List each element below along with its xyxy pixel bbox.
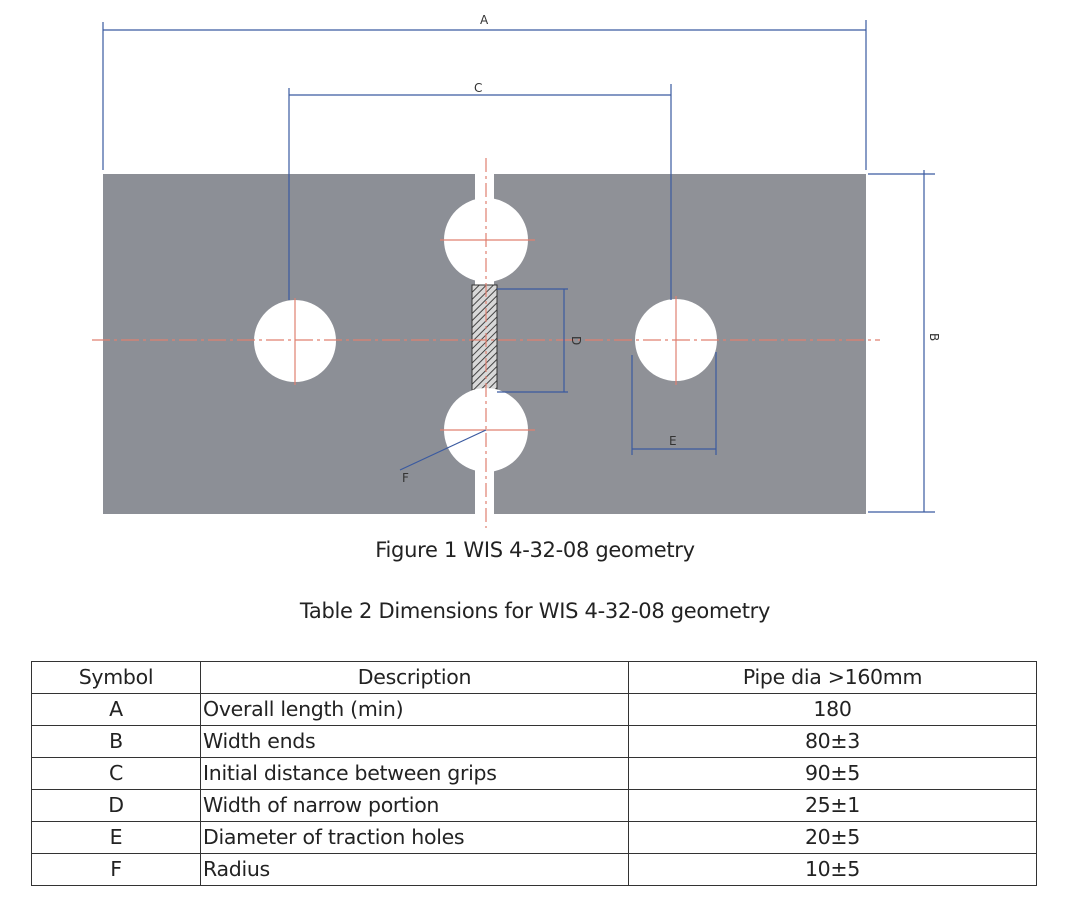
cell-value: 25±1	[629, 790, 1037, 822]
cell-symbol: D	[32, 790, 201, 822]
figure-caption: Figure 1 WIS 4-32-08 geometry	[375, 538, 695, 562]
dimension-label-d: D	[569, 336, 583, 346]
cell-value: 90±5	[629, 758, 1037, 790]
cell-symbol: E	[32, 822, 201, 854]
cell-value: 180	[629, 694, 1037, 726]
header-description: Description	[201, 662, 629, 694]
table-row	[32, 790, 1037, 822]
table-row	[32, 822, 1037, 854]
header-value: Pipe dia >160mm	[629, 662, 1037, 694]
table-caption: Table 2 Dimensions for WIS 4-32-08 geometry	[299, 599, 771, 623]
cell-symbol: A	[32, 694, 201, 726]
dimension-label-a: A	[480, 13, 489, 27]
table-header-row	[32, 662, 1037, 694]
table-row	[32, 726, 1037, 758]
dimension-label-c: C	[474, 81, 483, 95]
cell-value: 10±5	[629, 854, 1037, 886]
cell-value: 20±5	[629, 822, 1037, 854]
dimension-label-f: F	[402, 471, 409, 485]
cell-description: Width ends	[201, 726, 629, 758]
table-row	[32, 758, 1037, 790]
table-row	[32, 854, 1037, 886]
cell-description: Width of narrow portion	[201, 790, 629, 822]
cell-value: 80±3	[629, 726, 1037, 758]
cell-description: Radius	[201, 854, 629, 886]
dimensions-table	[31, 661, 1037, 886]
cell-description: Initial distance between grips	[201, 758, 629, 790]
header-symbol: Symbol	[32, 662, 201, 694]
cell-symbol: C	[32, 758, 201, 790]
cell-description: Diameter of traction holes	[201, 822, 629, 854]
cell-symbol: F	[32, 854, 201, 886]
table-row	[32, 694, 1037, 726]
cell-description: Overall length (min)	[201, 694, 629, 726]
narrow-portion	[472, 285, 497, 390]
dimension-label-b: B	[927, 333, 941, 342]
dimension-label-e: E	[669, 434, 677, 448]
cell-symbol: B	[32, 726, 201, 758]
